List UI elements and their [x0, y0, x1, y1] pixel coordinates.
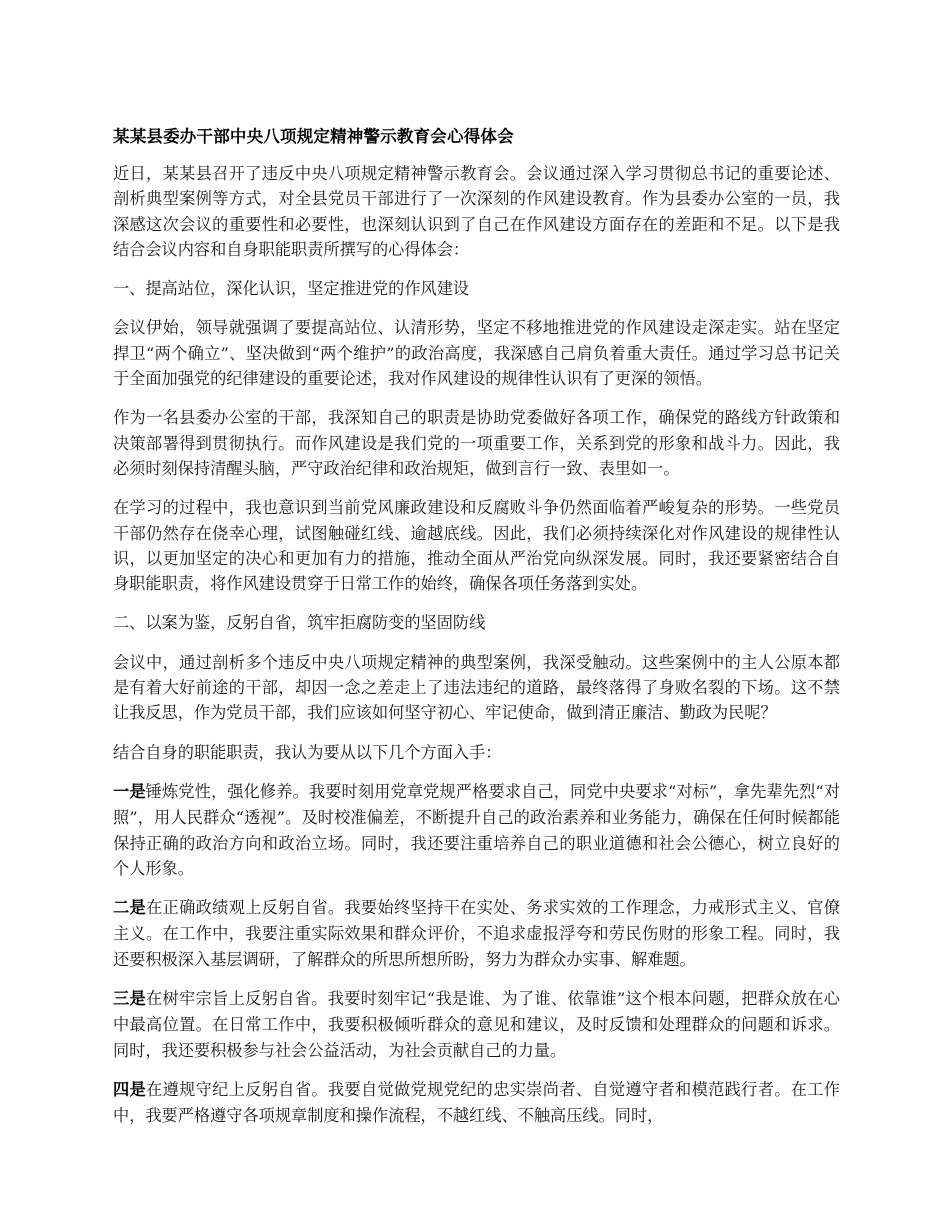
- paragraph-section1-1: 会议伊始，领导就强调了要提高站位、认清形势，坚定不移地推进党的作风建设走深走实。站在坚定捍卫“两个确立”、坚决做到“两个维护”的政治高度，我深感自己肩负着重大责任。通过学习总书记关于全面加强党的纪律建设的重要论述，我对作风建设的规律性认识有了更深的领悟。: [113, 318, 840, 389]
- list-item-point-one: [113, 779, 840, 881]
- list-item-point-three: [113, 986, 840, 1063]
- section-heading-two: 二、以案为鉴，反躬自省，筑牢拒腐防变的坚固防线: [113, 613, 486, 633]
- point-one-text: 锤炼党性，强化修养。我要时刻用党章党规严格要求自己，同党中央要求“对标”，拿先辈先烈“对照”，用人民群众“透视”。及时校准偏差，不断提升自己的政治素养和业务能力，确保在任何时候都能保持正确的政治方向和政治立场。同时，我还要注重培养自己的职业道德和社会公德心，树立良好的个人形象。: [113, 781, 841, 878]
- paragraph-section1-3: 在学习的过程中，我也意识到当前党风廉政建设和反腐败斗争仍然面临着严峻复杂的形势。一些党员干部仍然存在侥幸心理，试图触碰红线、逾越底线。因此，我们必须持续深化对作风建设的规律性认识，以更加坚定的决心和更加有力的措施，推动全面从严治党向纵深发展。同时，我还要紧密结合自身职能职责，将作风建设贯穿于日常工作的始终，确保各项任务落到实处。: [113, 498, 840, 594]
- point-one-lead: 一是: [113, 782, 146, 801]
- point-two-text: 在正确政绩观上反躬自省。我要始终坚持干在实处、务求实效的工作理念，力戒形式主义、官僚主义。在工作中，我要注重实际效果和群众评价，不追求虚报浮夸和劳民伤财的形象工程。同时，我还要积极深入基层调研，了解群众的所思所想所盼，努力为群众办实事、解难题。: [113, 898, 840, 969]
- section-heading-one: 一、提高站位，深化认识，坚定推进党的作风建设: [113, 279, 470, 299]
- list-item-point-two: [113, 895, 840, 972]
- paragraph-section1-2: 作为一名县委办公室的干部，我深知自己的职责是协助党委做好各项工作，确保党的路线方针政策和决策部署得到贯彻执行。而作风建设是我们党的一项重要工作，关系到党的形象和战斗力。因此，我必须时刻保持清醒头脑，严守政治纪律和政治规矩，做到言行一致、表里如一。: [113, 408, 840, 478]
- paragraph-intro: 近日，某某县召开了违反中央八项规定精神警示教育会。会议通过深入学习贯彻总书记的重要论述、剖析典型案例等方式，对全县党员干部进行了一次深刻的作风建设教育。作为县委办公室的一员，我深感这次会议的重要性和必要性，也深刻认识到了自己在作风建设方面存在的差距和不足。以下是我结合会议内容和自身职能职责所撰写的心得体会：: [113, 164, 840, 259]
- point-three-lead: 三是: [113, 990, 147, 1009]
- point-four-lead: 四是: [113, 1080, 147, 1099]
- point-two-lead: 二是: [113, 899, 147, 918]
- page-title: 某某县委办干部中央八项规定精神警示教育会心得体会: [113, 128, 514, 146]
- paragraph-section2-intro: 结合自身的职能职责，我认为要从以下几个方面入手：: [113, 742, 502, 762]
- point-three-text: 在树牢宗旨上反躬自省。我要时刻牢记“我是谁、为了谁、依靠谁”这个根本问题，把群众放在心中最高位置。在日常工作中，我要积极倾听群众的意见和建议，及时反馈和处理群众的问题和诉求。同时，我还要积极参与社会公益活动，为社会贡献自己的力量。: [113, 989, 840, 1060]
- list-item-point-four: [113, 1077, 840, 1129]
- paragraph-section2-1: 会议中，通过剖析多个违反中央八项规定精神的典型案例，我深受触动。这些案例中的主人公原本都是有着大好前途的干部，却因一念之差走上了违法违纪的道路，最终落得了身败名裂的下场。这不禁让我反思，作为党员干部，我们应该如何坚守初心、牢记使命，做到清正廉洁、勤政为民呢？: [113, 652, 840, 723]
- point-four-text: 在遵规守纪上反躬自省。我要自觉做党规党纪的忠实崇尚者、自觉遵守者和模范践行者。在工作中，我要严格遵守各项规章制度和操作流程，不越红线、不触高压线。同时，: [113, 1079, 840, 1126]
